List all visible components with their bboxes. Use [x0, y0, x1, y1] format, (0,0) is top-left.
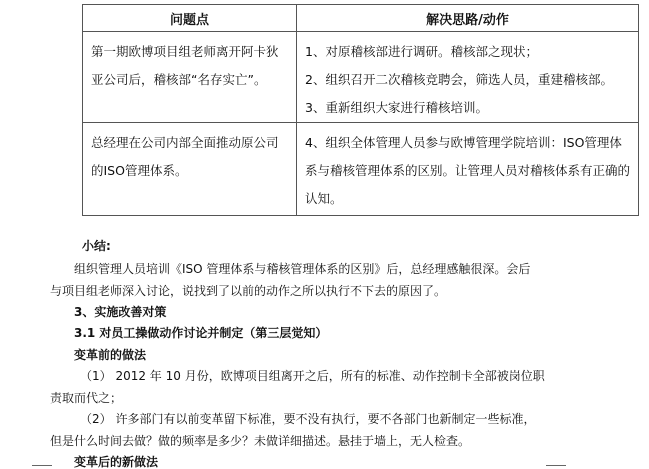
problem-cell: 第一期欧博项目组老师离开阿卡狄亚公司后，稽核部“名存实亡”。 [83, 32, 297, 123]
paragraph-line: 但是什么时间去做？做的频率是多少？未做详细描述。悬挂于墙上，无人检查。 [50, 434, 471, 448]
action-cell [297, 123, 639, 216]
header-problem: 问题点 [83, 5, 297, 32]
paragraph-line: （1） 2012 年 10 月份，欧博项目组离开之后，所有的标准、动作控制卡全部被岗位职 [80, 369, 545, 383]
table-header-row [83, 5, 639, 32]
footer-rule [546, 465, 566, 466]
action-item: 1、对原稽核部进行调研。稽核部之现状； [305, 44, 538, 59]
after-heading: 变革后的新做法 [74, 455, 159, 469]
table-row [83, 32, 639, 123]
subsection-heading: 3.1 对员工操做动作讨论并制定（第三层觉知） [74, 326, 328, 340]
footer-rule [32, 465, 52, 466]
action-cell [297, 32, 639, 123]
table-row [83, 123, 639, 216]
paragraph-line: （2） 许多部门有以前变革留下标准，要不没有执行，要不各部门也新制定一些标准， [80, 412, 536, 426]
problem-solution-table [82, 4, 639, 216]
before-heading: 变革前的做法 [74, 348, 147, 362]
header-solution: 解决思路/动作 [297, 5, 639, 32]
section-heading: 3、实施改善对策 [74, 305, 167, 319]
paragraph-line: 责取而代之； [50, 391, 123, 405]
summary-line: 组织管理人员培训《ISO 管理体系与稽核管理体系的区别》后，总经理感触很深。会后 [74, 262, 531, 276]
action-item: 2、组织召开二次稽核竞聘会，筛选人员，重建稽核部。 [305, 72, 613, 87]
problem-cell: 总经理在公司内部全面推动原公司的ISO管理体系。 [83, 123, 297, 216]
summary-heading: 小结: [82, 239, 111, 253]
summary-line: 与项目组老师深入讨论，说找到了以前的动作之所以执行不下去的原因了。 [50, 284, 447, 298]
action-item: 3、重新组织大家进行稽核培训。 [305, 100, 488, 115]
action-item: 4、组织全体管理人员参与欧博管理学院培训：ISO管理体系与稽核管理体系的区别。让管理人员对稽核体系有正确的认知。 [305, 135, 631, 206]
